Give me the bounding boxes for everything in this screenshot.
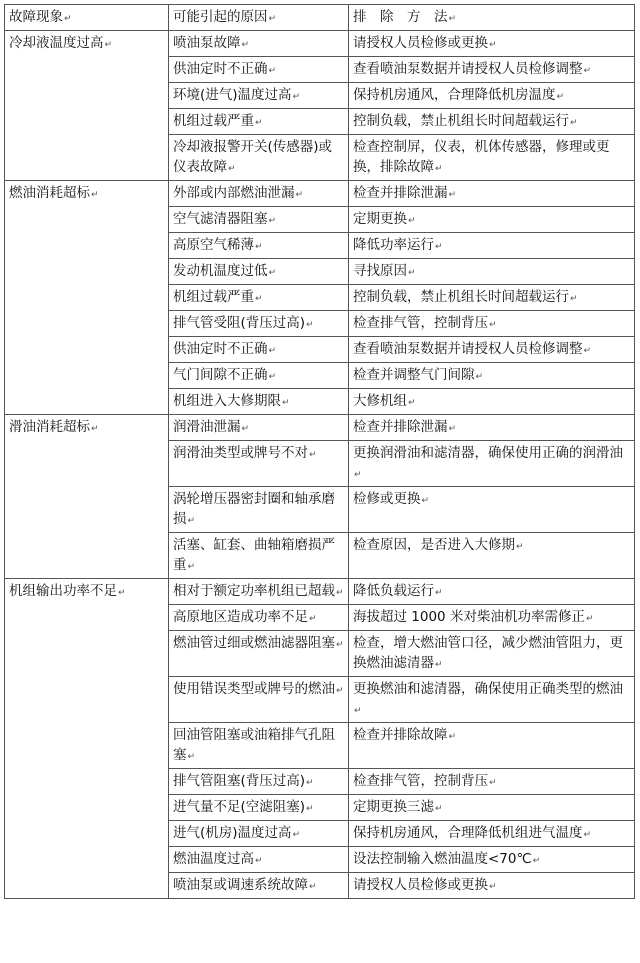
remedy-method: 保持机房通风，合理降低机房温度 [353,87,556,103]
remedy-method: 检查并排除故障 [353,727,448,743]
remedy-method-cell: 海拔超过 1000 米对柴油机功率需修正↵ [349,605,635,631]
remedy-method-cell: 保持机房通风，合理降低机组进气温度↵ [349,821,635,847]
header-phenomenon: 故障现象↵ [5,5,169,31]
possible-cause: 发动机温度过低 [173,263,268,279]
possible-cause-cell: 排气管受阻(背压过高)↵ [169,311,349,337]
possible-cause: 润滑油泄漏 [173,419,241,435]
possible-cause: 气门间隙不正确 [173,367,268,383]
remedy-method-cell: 请授权人员检修或更换↵ [349,873,635,899]
table-header-row [5,5,635,31]
remedy-method-cell: 保持机房通风，合理降低机房温度↵ [349,83,635,109]
remedy-method: 更换润滑油和滤清器，确保使用正确的润滑油 [353,445,623,461]
remedy-method: 降低负载运行 [353,583,434,599]
possible-cause: 排气管阻塞(背压过高) [173,773,306,789]
possible-cause: 进气量不足(空滤阻塞) [173,799,306,815]
remedy-method-cell: 检查排气管，控制背压↵ [349,769,635,795]
possible-cause-cell: 空气滤清器阻塞↵ [169,207,349,233]
possible-cause-cell: 机组过载严重↵ [169,109,349,135]
remedy-method-cell: 降低负载运行↵ [349,579,635,605]
possible-cause-cell: 燃油温度过高↵ [169,847,349,873]
fault-troubleshooting-table [4,4,635,899]
possible-cause: 高原地区造成功率不足 [173,609,308,625]
possible-cause-cell: 进气量不足(空滤阻塞)↵ [169,795,349,821]
fault-phenomenon-cell: 滑油消耗超标↵ [5,415,169,579]
table-row [5,31,635,57]
fault-phenomenon: 滑油消耗超标 [9,419,90,435]
remedy-method: 查看喷油泵数据并请授权人员检修调整 [353,61,583,77]
possible-cause-cell: 高原空气稀薄↵ [169,233,349,259]
remedy-method-cell: 检查并调整气门间隙↵ [349,363,635,389]
remedy-method: 海拔超过 1000 米对柴油机功率需修正 [353,609,585,625]
possible-cause: 供油定时不正确 [173,61,268,77]
possible-cause: 环境(进气)温度过高 [173,87,292,103]
remedy-method: 检查并排除泄漏 [353,419,448,435]
remedy-method: 控制负载，禁止机组长时间超载运行 [353,289,569,305]
remedy-method-cell: 更换燃油和滤清器，确保使用正确类型的燃油↵ [349,677,635,723]
possible-cause-cell: 相对于额定功率机组已超载↵ [169,579,349,605]
remedy-method-cell: 定期更换↵ [349,207,635,233]
table-row [5,415,635,441]
remedy-method: 检查控制屏，仪表，机体传感器，修理或更换，排除故障 [353,139,610,175]
remedy-method: 寻找原因 [353,263,407,279]
possible-cause-cell: 供油定时不正确↵ [169,57,349,83]
fault-phenomenon-cell: 机组输出功率不足↵ [5,579,169,899]
possible-cause-cell: 活塞、缸套、曲轴箱磨损严重↵ [169,533,349,579]
possible-cause-cell: 冷却液报警开关(传感器)或仪表故障↵ [169,135,349,181]
remedy-method: 设法控制输入燃油温度<70℃ [353,851,532,867]
remedy-method: 检查原因，是否进入大修期 [353,537,515,553]
possible-cause: 机组过载严重 [173,113,254,129]
remedy-method: 检查并排除泄漏 [353,185,448,201]
possible-cause-cell: 高原地区造成功率不足↵ [169,605,349,631]
remedy-method: 请授权人员检修或更换 [353,877,488,893]
remedy-method-cell: 请授权人员检修或更换↵ [349,31,635,57]
possible-cause-cell: 环境(进气)温度过高↵ [169,83,349,109]
possible-cause: 机组过载严重 [173,289,254,305]
table-row [5,181,635,207]
remedy-method: 控制负载，禁止机组长时间超载运行 [353,113,569,129]
remedy-method: 大修机组 [353,393,407,409]
remedy-method: 更换燃油和滤清器，确保使用正确类型的燃油 [353,681,623,697]
remedy-method-cell: 控制负载，禁止机组长时间超载运行↵ [349,285,635,311]
possible-cause-cell: 润滑油类型或牌号不对↵ [169,441,349,487]
possible-cause: 供油定时不正确 [173,341,268,357]
possible-cause: 空气滤清器阻塞 [173,211,268,227]
possible-cause: 燃油温度过高 [173,851,254,867]
possible-cause-cell: 燃油管过细或燃油滤器阻塞↵ [169,631,349,677]
remedy-method-cell: 降低功率运行↵ [349,233,635,259]
remedy-method: 保持机房通风，合理降低机组进气温度 [353,825,583,841]
possible-cause: 高原空气稀薄 [173,237,254,253]
possible-cause: 润滑油类型或牌号不对 [173,445,308,461]
possible-cause: 燃油管过细或燃油滤器阻塞 [173,635,335,651]
remedy-method: 定期更换三滤 [353,799,434,815]
remedy-method-cell: 大修机组↵ [349,389,635,415]
possible-cause-cell: 涡轮增压器密封圈和轴承磨损↵ [169,487,349,533]
possible-cause-cell: 机组进入大修期限↵ [169,389,349,415]
possible-cause: 使用错误类型或牌号的燃油 [173,681,335,697]
remedy-method: 检查排气管，控制背压 [353,315,488,331]
remedy-method-cell: 更换润滑油和滤清器，确保使用正确的润滑油↵ [349,441,635,487]
remedy-method: 检查并调整气门间隙 [353,367,475,383]
table-row [5,579,635,605]
header-cause: 可能引起的原因↵ [169,5,349,31]
remedy-method-cell: 查看喷油泵数据并请授权人员检修调整↵ [349,57,635,83]
possible-cause: 冷却液报警开关(传感器)或仪表故障 [173,139,333,175]
remedy-method: 检查排气管，控制背压 [353,773,488,789]
remedy-method: 降低功率运行 [353,237,434,253]
fault-phenomenon: 冷却液温度过高 [9,35,104,51]
possible-cause-cell: 喷油泵或调速系统故障↵ [169,873,349,899]
header-remedy: 排 除 方 法↵ [349,5,635,31]
remedy-method-cell: 设法控制输入燃油温度<70℃↵ [349,847,635,873]
remedy-method-cell: 检查，增大燃油管口径，减少燃油管阻力，更换燃油滤清器↵ [349,631,635,677]
possible-cause: 排气管受阻(背压过高) [173,315,306,331]
possible-cause: 相对于额定功率机组已超载 [173,583,335,599]
possible-cause: 喷油泵故障 [173,35,241,51]
remedy-method-cell: 检查并排除泄漏↵ [349,181,635,207]
possible-cause-cell: 机组过载严重↵ [169,285,349,311]
remedy-method: 检查，增大燃油管口径，减少燃油管阻力，更换燃油滤清器 [353,635,623,671]
fault-phenomenon: 燃油消耗超标 [9,185,90,201]
possible-cause-cell: 供油定时不正确↵ [169,337,349,363]
remedy-method-cell: 检查并排除泄漏↵ [349,415,635,441]
possible-cause-cell: 外部或内部燃油泄漏↵ [169,181,349,207]
remedy-method-cell: 检修或更换↵ [349,487,635,533]
possible-cause: 喷油泵或调速系统故障 [173,877,308,893]
remedy-method: 定期更换 [353,211,407,227]
remedy-method-cell: 查看喷油泵数据并请授权人员检修调整↵ [349,337,635,363]
fault-phenomenon-cell: 冷却液温度过高↵ [5,31,169,181]
possible-cause-cell: 喷油泵故障↵ [169,31,349,57]
possible-cause: 进气(机房)温度过高 [173,825,292,841]
fault-phenomenon: 机组输出功率不足 [9,583,117,599]
remedy-method-cell: 定期更换三滤↵ [349,795,635,821]
possible-cause-cell: 发动机温度过低↵ [169,259,349,285]
possible-cause-cell: 进气(机房)温度过高↵ [169,821,349,847]
remedy-method-cell: 寻找原因↵ [349,259,635,285]
remedy-method: 请授权人员检修或更换 [353,35,488,51]
possible-cause: 机组进入大修期限 [173,393,281,409]
possible-cause-cell: 排气管阻塞(背压过高)↵ [169,769,349,795]
possible-cause-cell: 气门间隙不正确↵ [169,363,349,389]
remedy-method-cell: 检查并排除故障↵ [349,723,635,769]
fault-phenomenon-cell: 燃油消耗超标↵ [5,181,169,415]
possible-cause: 涡轮增压器密封圈和轴承磨损 [173,491,335,527]
possible-cause-cell: 使用错误类型或牌号的燃油↵ [169,677,349,723]
remedy-method-cell: 检查排气管，控制背压↵ [349,311,635,337]
possible-cause: 活塞、缸套、曲轴箱磨损严重 [173,537,335,573]
remedy-method-cell: 检查原因，是否进入大修期↵ [349,533,635,579]
possible-cause-cell: 回油管阻塞或油箱排气孔阻塞↵ [169,723,349,769]
possible-cause-cell: 润滑油泄漏↵ [169,415,349,441]
table-body [5,5,635,899]
possible-cause: 回油管阻塞或油箱排气孔阻塞 [173,727,335,763]
remedy-method-cell: 检查控制屏，仪表，机体传感器，修理或更换，排除故障↵ [349,135,635,181]
remedy-method: 查看喷油泵数据并请授权人员检修调整 [353,341,583,357]
remedy-method-cell: 控制负载，禁止机组长时间超载运行↵ [349,109,635,135]
possible-cause: 外部或内部燃油泄漏 [173,185,295,201]
remedy-method: 检修或更换 [353,491,421,507]
